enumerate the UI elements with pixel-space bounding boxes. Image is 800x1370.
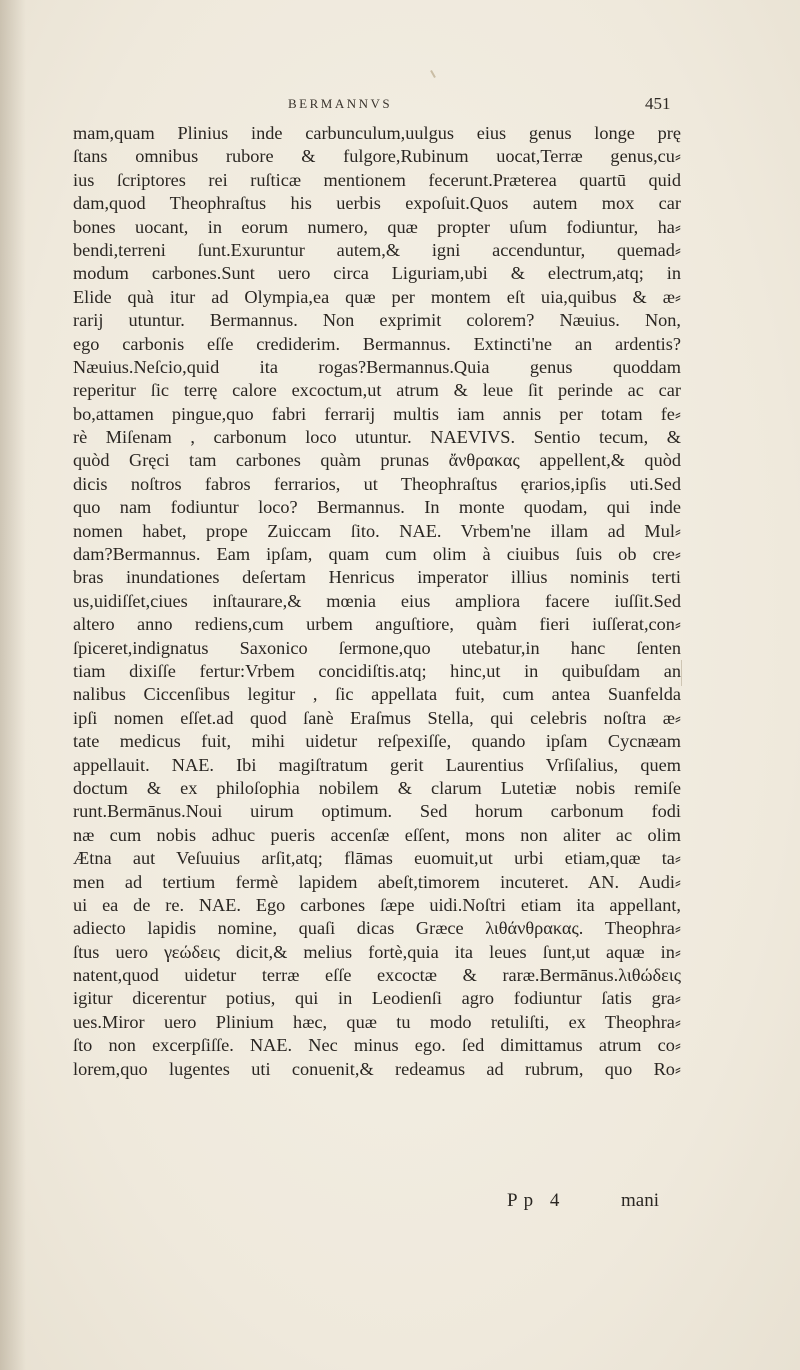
text-line: ſpiceret,indignatus Saxonico ſermone,quo utebatur,in hanc ſenten xyxy=(73,637,681,658)
text-line: bras inundationes deſertam Henricus imperator illius nominis terti xyxy=(73,567,681,588)
text-line: quo nam fodiuntur loco? Bermannus. In monte quodam, qui inde xyxy=(73,497,681,518)
text-line: Ætna aut Veſuuius arſit,atq; flāmas euomuit,ut urbi etiam,quæ ta⸗ xyxy=(73,848,681,869)
text-line: modum carbones.Sunt uero circa Liguriam,ubi & electrum,atq; in xyxy=(73,263,681,284)
text-line: lorem,quo lugentes uti conuenit,& redeamus ad rubrum, quo Ro⸗ xyxy=(73,1058,681,1079)
text-line: ſtans omnibus rubore & fulgore,Rubinum uocat,Terræ genus,cu⸗ xyxy=(73,146,681,167)
text-line: næ cum nobis adhuc pueris accenſæ eſſent, mons non aliter ac olim xyxy=(73,824,681,845)
text-line: ſtus uero γεώδεις dicit,& melius fortè,quia ita leues ſunt,ut aquæ in⸗ xyxy=(73,941,681,962)
text-line: altero anno rediens,cum urbem anguſtiore, quàm fieri iuſſerat,con⸗ xyxy=(73,614,681,635)
text-line: appellauit. NAE. Ibi magiſtratum gerit Laurentius Vrſiſalius, quem xyxy=(73,754,681,775)
paper-speck xyxy=(430,70,436,78)
text-line: bones uocant, in eorum numero, quæ propter uſum fodiuntur, ha⸗ xyxy=(73,216,681,237)
text-line: ſto non excerpſiſſe. NAE. Nec minus ego. ſed dimittamus atrum co⸗ xyxy=(73,1035,681,1056)
text-line: doctum & ex philoſophia nobilem & clarum Lutetiæ nobis remiſe xyxy=(73,777,681,798)
text-line: Elide quà itur ad Olympia,ea quæ per montem eſt uia,quibus & æ⸗ xyxy=(73,286,681,307)
text-line: reperitur ſic terrę calore excoctum,ut atrum & leue ſit perinde ac car xyxy=(73,380,681,401)
text-line: bendi,terreni ſunt.Exuruntur autem,& igni accenduntur, quemad⸗ xyxy=(73,239,681,260)
text-line: mam,quam Plinius inde carbunculum,uulgus eius genus longe prę xyxy=(73,123,681,143)
text-line: dam?Bermannus. Eam ipſam, quam cum olim à ciuibus ſuis ob cre⸗ xyxy=(73,544,681,565)
text-line: natent,quod uidetur terræ eſſe excoctæ & raræ.Bermānus.λιθώδεις xyxy=(73,965,681,986)
text-line: ipſi nomen eſſet.ad quod ſanè Eraſmus Stella, qui celebris noſtra æ⸗ xyxy=(73,707,681,728)
text-line: ui ea de re. NAE. Ego carbones ſæpe uidi.Noſtri etiam ita appellant, xyxy=(73,894,681,915)
page-number: 451 xyxy=(645,94,671,113)
text-line: dam,quod Theophraſtus his uerbis expoſuit.Quos autem mox car xyxy=(73,193,681,214)
text-line: ego carbonis eſſe crediderim. Bermannus. Extincti'ne an ardentis? xyxy=(73,333,681,354)
text-line: igitur dicerentur potius, qui in Leodienſi agro fodiuntur ſatis gra⸗ xyxy=(73,988,681,1009)
text-line: runt.Bermānus.Noui uirum optimum. Sed horum carbonum fodi xyxy=(73,801,681,822)
margin-mark xyxy=(681,660,682,686)
text-line: nomen habet, prope Zuiccam ſito. NAE. Vrbem'ne illam ad Mul⸗ xyxy=(73,520,681,541)
text-line: rè Miſenam , carbonum loco utuntur. NAEVIVS. Sentio tecum, & xyxy=(73,427,681,448)
text-line: rarij utuntur. Bermannus. Non exprimit colorem? Næuius. Non, xyxy=(73,310,681,331)
gutter-shadow xyxy=(0,0,26,1370)
text-line: ius ſcriptores rei ruſticæ mentionem fecerunt.Præterea quartū quid xyxy=(73,169,681,190)
text-line: tate medicus fuit, mihi uidetur reſpexiſſe, quando ipſam Cycnæam xyxy=(73,731,681,752)
catchword: mani xyxy=(621,1190,659,1211)
body-text xyxy=(73,122,681,1081)
text-line: men ad tertium fermè lapidem abeſt,timorem incuteret. AN. Audi⸗ xyxy=(73,871,681,892)
text-line: tiam dixiſſe fertur:Vrbem concidiſtis.atq; hinc,ut in quibuſdam an xyxy=(73,660,681,681)
text-line: dicis noſtros fabros ferrarios, ut Theophraſtus ęrarios,ipſis uti.Sed xyxy=(73,473,681,494)
text-line: quòd Gręci tam carbones quàm prunas ἄνθρακας appellent,& quòd xyxy=(73,450,681,471)
text-line: ues.Miror uero Plinium hæc, quæ tu modo retuliſti, ex Theophra⸗ xyxy=(73,1011,681,1032)
signature-mark: Pp 4 xyxy=(507,1190,566,1211)
page-header xyxy=(0,94,800,118)
running-head: BERMANNVS xyxy=(288,96,393,111)
text-line: bo,attamen pingue,quo fabri ferrarij multis iam annis per totam fe⸗ xyxy=(73,403,681,424)
text-line: nalibus Ciccenſibus legitur , ſic appellata fuit, cum antea Suanfelda xyxy=(73,684,681,705)
text-line: adiecto lapidis nomine, quaſi dicas Græce λιθάνθρακας. Theophra⸗ xyxy=(73,918,681,939)
text-line: Næuius.Neſcio,quid ita rogas?Bermannus.Quia genus quoddam xyxy=(73,356,681,377)
text-line: us,uidiſſet,ciues inſtaurare,& mœnia eius ampliora facere iuſſit.Sed xyxy=(73,590,681,611)
